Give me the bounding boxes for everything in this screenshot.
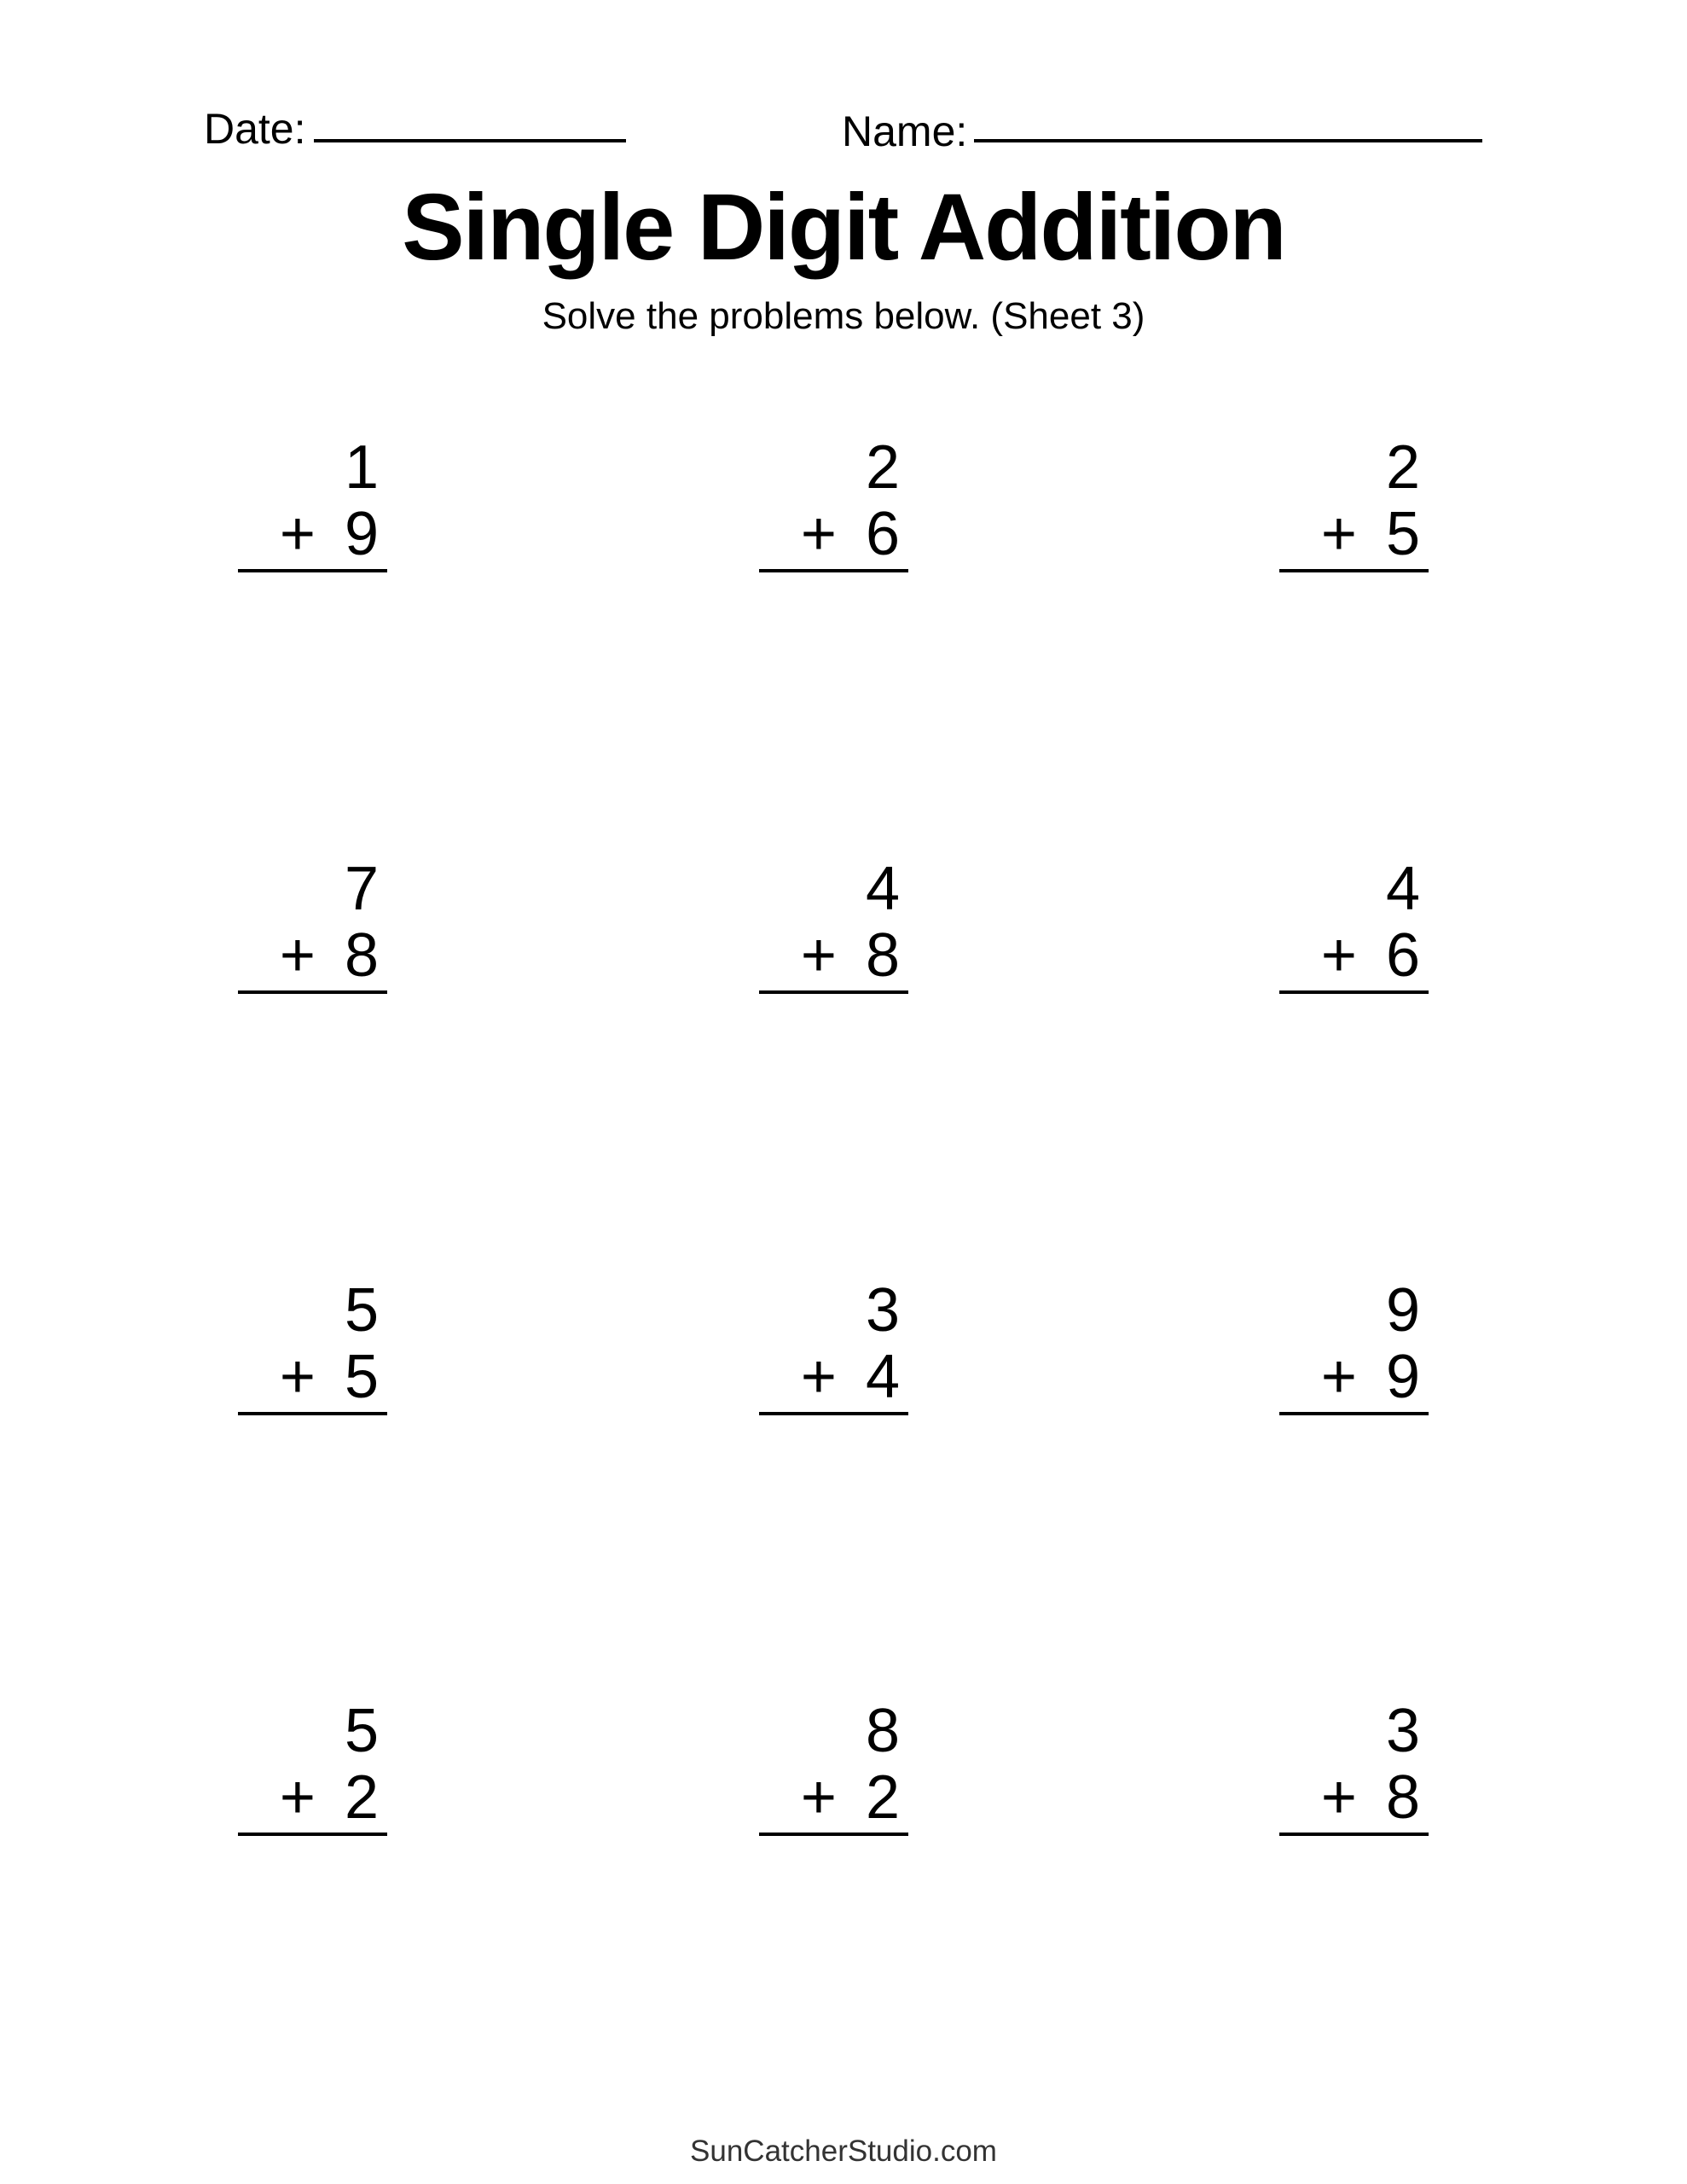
addition-problem — [238, 1277, 387, 1415]
top-addend: 4 — [865, 855, 900, 923]
addition-problem — [238, 1698, 387, 1836]
bottom-addend: 2 — [344, 1763, 379, 1832]
bottom-addend: 8 — [344, 921, 379, 990]
plus-operator: + — [279, 1343, 316, 1411]
top-addend: 5 — [344, 1276, 379, 1345]
addition-problem — [1279, 1698, 1429, 1836]
name-label: Name: — [842, 107, 968, 155]
addition-problem — [1279, 1277, 1429, 1415]
problem-bottom-row — [238, 1344, 379, 1410]
bottom-addend: 5 — [1385, 500, 1420, 568]
worksheet-subtitle: Solve the problems below. (Sheet 3) — [542, 295, 1145, 337]
bottom-addend: 9 — [344, 500, 379, 568]
plus-operator: + — [800, 500, 837, 568]
footer-credit: SunCatcherStudio.com — [690, 2135, 997, 2168]
addition-problem — [759, 1698, 908, 1836]
bottom-addend: 9 — [1385, 1343, 1420, 1411]
bottom-addend: 8 — [865, 921, 900, 990]
problem-bottom-row — [238, 1764, 379, 1831]
problem-bottom-row — [1279, 922, 1420, 989]
plus-operator: + — [1320, 500, 1357, 568]
bottom-addend: 4 — [865, 1343, 900, 1411]
addition-problem — [1279, 434, 1429, 572]
addition-problem — [238, 856, 387, 994]
problem-bottom-row — [759, 1764, 900, 1831]
plus-operator: + — [279, 1763, 316, 1832]
plus-operator: + — [800, 921, 837, 990]
date-label: Date: — [204, 105, 306, 153]
plus-operator: + — [279, 921, 316, 990]
plus-operator: + — [1320, 1343, 1357, 1411]
addition-problem — [759, 434, 908, 572]
top-addend: 3 — [865, 1276, 900, 1345]
bottom-addend: 5 — [344, 1343, 379, 1411]
top-addend: 2 — [865, 433, 900, 502]
problem-bottom-row — [238, 501, 379, 567]
top-addend: 5 — [344, 1697, 379, 1765]
problem-bottom-row — [1279, 1764, 1420, 1831]
problem-bottom-row — [759, 501, 900, 567]
bottom-addend: 2 — [865, 1763, 900, 1832]
plus-operator: + — [800, 1343, 837, 1411]
top-addend: 7 — [344, 855, 379, 923]
plus-operator: + — [1320, 921, 1357, 990]
top-addend: 2 — [1385, 433, 1420, 502]
plus-operator: + — [279, 500, 316, 568]
problem-bottom-row — [759, 922, 900, 989]
top-addend: 9 — [1385, 1276, 1420, 1345]
bottom-addend: 8 — [1385, 1763, 1420, 1832]
addition-problem — [238, 434, 387, 572]
addition-problem — [1279, 856, 1429, 994]
problem-bottom-row — [238, 922, 379, 989]
top-addend: 3 — [1385, 1697, 1420, 1765]
worksheet-title: Single Digit Addition — [402, 175, 1285, 280]
plus-operator: + — [1320, 1763, 1357, 1832]
name-blank-line — [974, 139, 1482, 142]
problem-bottom-row — [1279, 1344, 1420, 1410]
problem-bottom-row — [1279, 501, 1420, 567]
bottom-addend: 6 — [865, 500, 900, 568]
bottom-addend: 6 — [1385, 921, 1420, 990]
date-blank-line — [314, 139, 626, 142]
addition-problem — [759, 1277, 908, 1415]
top-addend: 8 — [865, 1697, 900, 1765]
addition-problem — [759, 856, 908, 994]
plus-operator: + — [800, 1763, 837, 1832]
top-addend: 4 — [1385, 855, 1420, 923]
top-addend: 1 — [344, 433, 379, 502]
problem-bottom-row — [759, 1344, 900, 1410]
